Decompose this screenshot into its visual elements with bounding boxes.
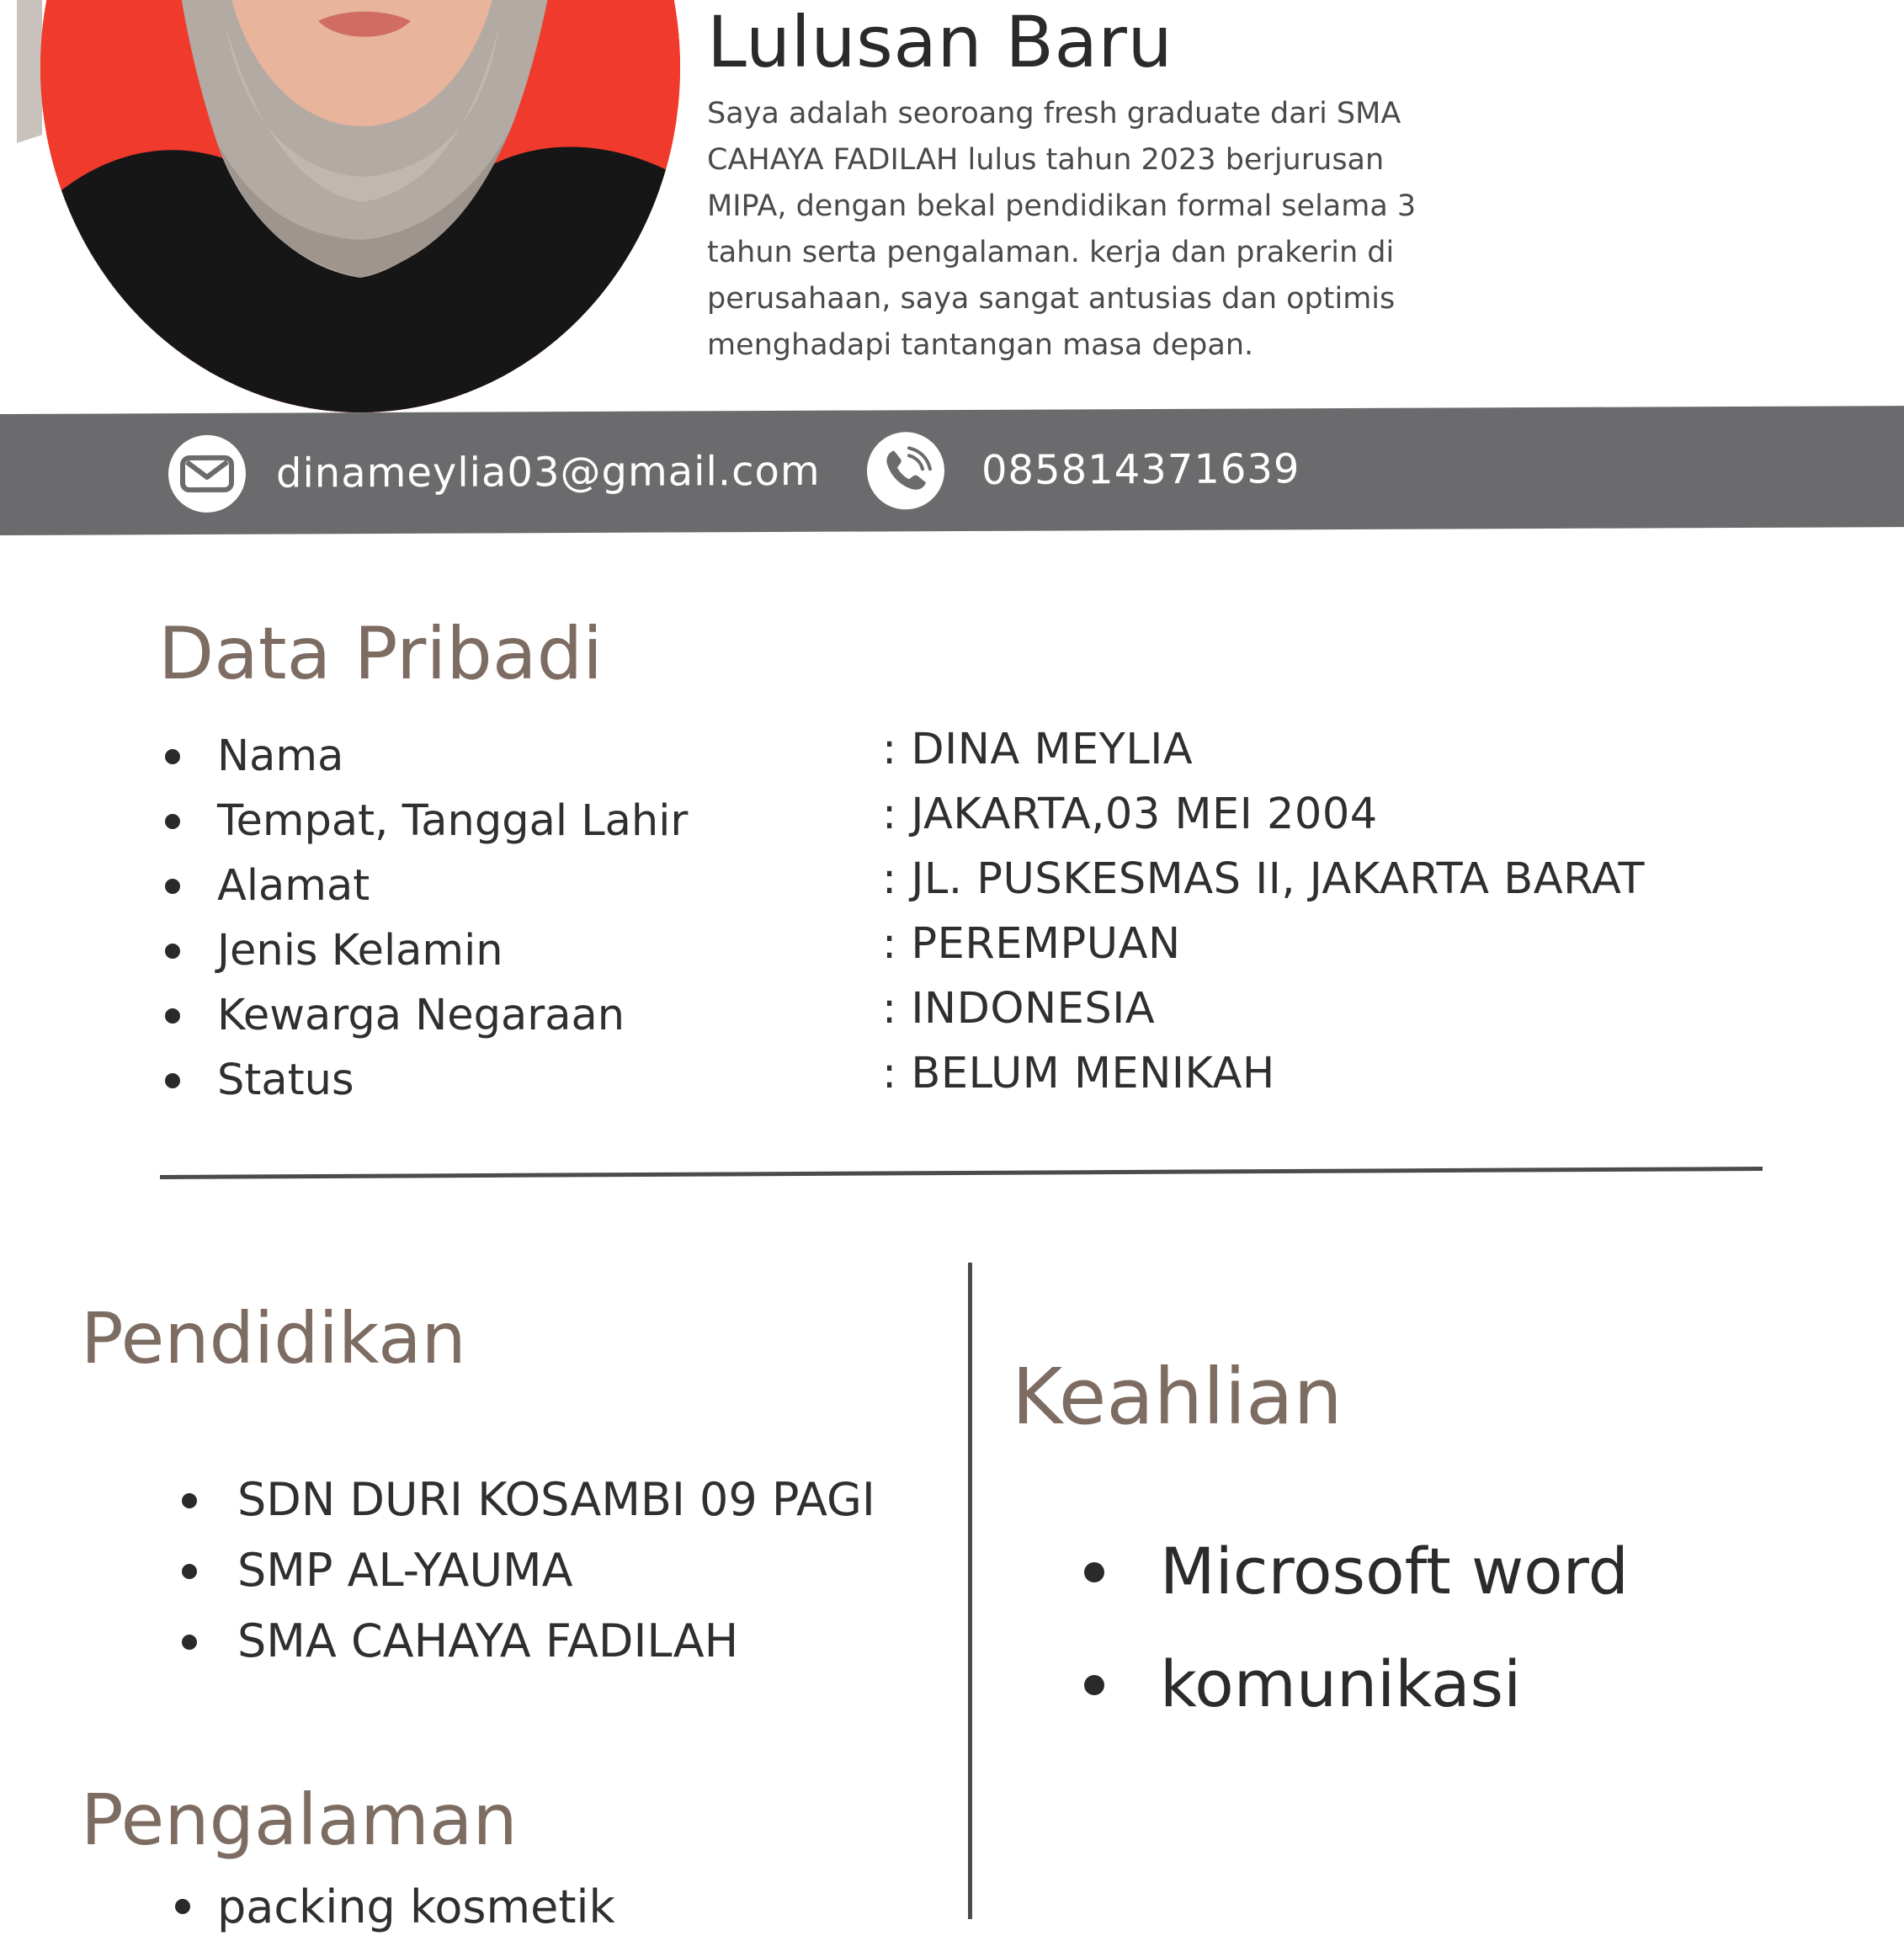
decorative-shape: [17, 0, 42, 152]
bullet-icon: [182, 1493, 197, 1508]
portrait-illustration: [40, 0, 680, 412]
bullet-icon: [182, 1635, 197, 1650]
experience-item-text: packing kosmetik: [217, 1880, 615, 1933]
phone-icon: [867, 432, 944, 509]
personal-data-row: [160, 854, 1726, 918]
personal-value: : INDONESIA: [882, 984, 1156, 1034]
personal-data-list: [160, 724, 1726, 1113]
personal-data-row: [160, 918, 1726, 983]
contact-bar: [0, 406, 1904, 535]
personal-label: Status: [217, 1056, 354, 1105]
bullet-icon: [182, 1564, 197, 1579]
bullet-icon: [1084, 1562, 1104, 1582]
bullet-icon: [165, 1073, 180, 1088]
personal-label: Alamat: [217, 861, 370, 911]
profile-summary: Saya adalah seoroang fresh graduate dari SMA CAHAYA FADILAH lulus tahun 2023 berjurusan MIPA, dengan bekal pendidikan formal selama 3 tahun serta pengalaman. kerja dan prakerin di perusahaan, saya sangat antusias dan optimis menghadapi tantangan masa depan.: [707, 97, 1417, 362]
personal-data-row: [160, 983, 1726, 1048]
personal-data-row: [160, 1048, 1726, 1113]
personal-value: : BELUM MENIKAH: [882, 1049, 1275, 1098]
bullet-icon: [1084, 1675, 1104, 1695]
personal-label: Kewarga Negaraan: [217, 991, 625, 1040]
education-heading: Pendidikan: [81, 1297, 466, 1380]
phone-text: 085814371639: [981, 445, 1300, 494]
personal-value: : JL. PUSKESMAS II, JAKARTA BARAT: [882, 854, 1646, 904]
personal-data-row: [160, 789, 1726, 854]
skill-item-text: Microsoft word: [1160, 1534, 1629, 1609]
horizontal-divider: [160, 1167, 1763, 1179]
education-item-text: SMP AL-YAUMA: [237, 1544, 573, 1597]
bullet-icon: [165, 944, 180, 959]
mail-icon: [168, 435, 246, 513]
personal-value: : DINA MEYLIA: [882, 725, 1194, 774]
bullet-icon: [165, 814, 180, 829]
page-title: Lulusan Baru: [707, 1, 1173, 83]
bullet-icon: [165, 879, 180, 894]
email-contact[interactable]: [168, 431, 821, 514]
education-item-text: SDN DURI KOSAMBI 09 PAGI: [237, 1473, 875, 1526]
vertical-divider: [968, 1263, 972, 1919]
education-item-text: SMA CAHAYA FADILAH: [237, 1614, 739, 1667]
personal-data-heading: Data Pribadi: [158, 612, 604, 696]
experience-heading: Pengalaman: [81, 1779, 518, 1861]
skills-heading: Keahlian: [1012, 1352, 1343, 1442]
bullet-icon: [175, 1899, 190, 1914]
personal-data-row: [160, 724, 1726, 789]
bullet-icon: [165, 749, 180, 764]
skill-item-text: komunikasi: [1160, 1646, 1522, 1721]
personal-label: Tempat, Tanggal Lahir: [217, 796, 689, 846]
email-text: dinameylia03@gmail.com: [276, 447, 821, 497]
bullet-icon: [165, 1008, 180, 1024]
personal-value: : PEREMPUAN: [882, 919, 1181, 969]
profile-photo-area: [17, 0, 682, 412]
profile-photo: [40, 0, 680, 412]
personal-value: : JAKARTA,03 MEI 2004: [882, 790, 1378, 839]
phone-contact[interactable]: [867, 428, 1300, 511]
personal-label: Nama: [217, 731, 344, 781]
personal-label: Jenis Kelamin: [217, 926, 503, 976]
